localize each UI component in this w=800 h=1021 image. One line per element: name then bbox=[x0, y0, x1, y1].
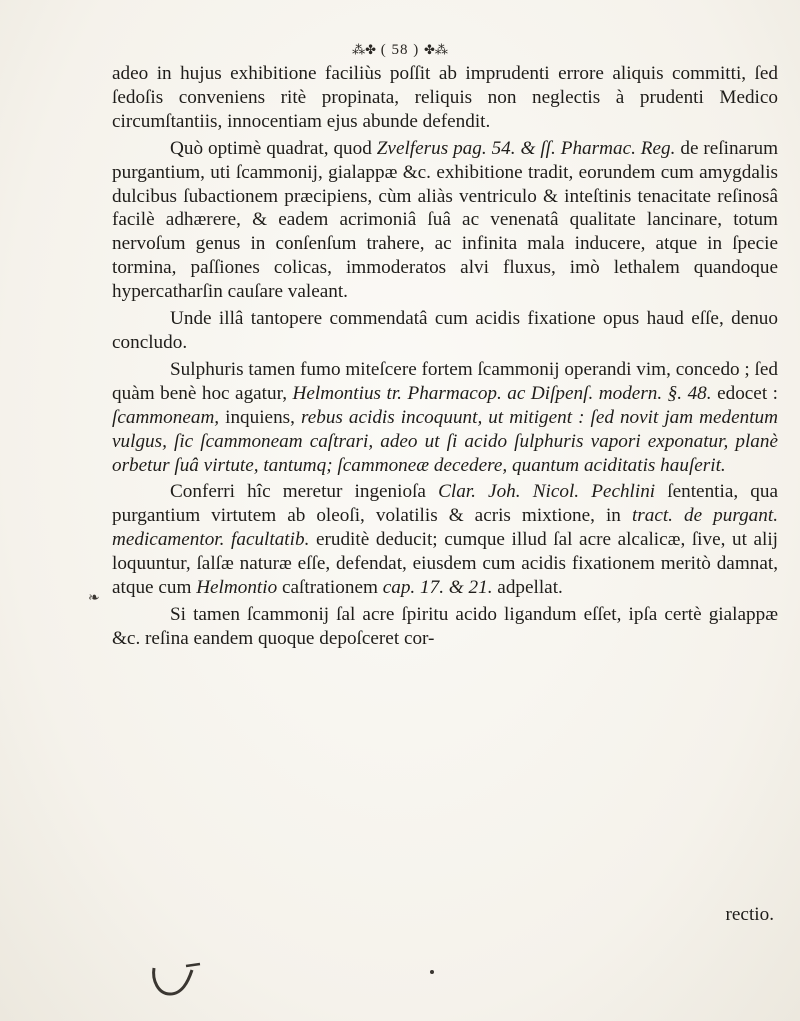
italic-text-segment: cap. 17. & 21. bbox=[382, 577, 493, 599]
header-ornament-right: ✤⁂ bbox=[424, 42, 448, 57]
page-header bbox=[0, 42, 800, 59]
italic-text-segment: Zvelferus pag. 54. & ſſ. Pharmac. Reg. bbox=[376, 137, 676, 159]
italic-text-segment: Helmontio bbox=[196, 577, 278, 599]
italic-text-segment: ſcammoneam, bbox=[112, 406, 220, 428]
text-segment: ſententia, qua purgantium virtutem ab oleoſi, volatilis & acris mixtione, in bbox=[112, 481, 778, 527]
italic-text-segment: rebus acidis incoquunt, ut mitigent : ſed novit jam medentum vulgus, ſic ſcammoneam caſtrari, adeo ut ſi acido ſulphuris vapori exponatur, planè orbetur ſuâ virtute, tantumq; ſcammoneæ decedere, quantum aciditatis hauſerit. bbox=[112, 406, 778, 476]
paragraph bbox=[112, 480, 778, 600]
page-number: ( 58 ) bbox=[380, 42, 420, 58]
paragraph bbox=[112, 307, 778, 355]
italic-text-segment: tract. de purgant. medicamentor. facultatib. bbox=[112, 505, 778, 551]
text-segment: Unde illâ tantopere commendatâ cum acidis fixatione opus haud eſſe, denuo concludo. bbox=[112, 308, 778, 353]
text-segment: de reſinarum purgantium, uti ſcammonij, gialappæ &c. exhibitione tradit, eorundem cum amygdalis dulcibus ſubactionem præcipiens, cùm aliàs ventriculo & inteſtinis tenacitate reſinosâ facilè adhærere, & eadem acrimoniâ ſuâ ac venenatâ qualitate lancinare, totum nervoſum genus in conſenſum trahere, ac infinita mala inducere, atque in ſpecie tormina, paſſiones colicas, immoderatos alvi fluxus, imò lethalem quandoque hypercatharſin cauſare valeant. bbox=[112, 137, 778, 303]
paragraph bbox=[112, 603, 778, 651]
text-segment: Si tamen ſcammonij ſal acre ſpiritu acido ligandum eſſet, ipſa certè gialappæ &c. reſina eandem quoque depoſceret cor- bbox=[112, 603, 778, 649]
printer-signature-mark bbox=[148, 960, 208, 1000]
text-segment: Sulphuris tamen fumo miteſcere fortem ſcammonij operandi vim, concedo ; ſed quàm benè hoc agatur, bbox=[112, 358, 778, 404]
text-segment: inquiens, bbox=[219, 406, 301, 428]
paragraph bbox=[112, 62, 778, 134]
paragraph bbox=[112, 137, 778, 304]
italic-text-segment: Clar. Joh. Nicol. Pechlini bbox=[438, 481, 656, 503]
text-segment: eruditè deducit; cumque illud ſal acre alcalicæ, ſive, ut alij loquuntur, ſalſæ naturæ eſſe, defendat, eiusdem cum acidis fixationem meritò damnat, atque cum bbox=[112, 529, 778, 599]
marginal-mark: ❧ bbox=[88, 591, 100, 606]
text-segment: Conferri hîc meretur ingenioſa bbox=[170, 481, 439, 503]
catchword: rectio. bbox=[725, 904, 774, 925]
italic-text-segment: Helmontius tr. Pharmacop. ac Diſpenſ. modern. §. 48. bbox=[292, 382, 712, 404]
text-segment: caſtrationem bbox=[277, 577, 383, 599]
text-segment: adpellat. bbox=[492, 577, 563, 599]
ink-speck bbox=[430, 970, 434, 974]
header-ornament-left: ⁂✤ bbox=[352, 42, 376, 57]
text-segment: Quò optimè quadrat, quod bbox=[170, 137, 377, 159]
paragraph bbox=[112, 358, 778, 478]
text-body bbox=[112, 62, 778, 651]
text-segment: adeo in hujus exhibitione faciliùs poſſit ab imprudenti errore aliquis committi, ſed ſedoſis conveniens ritè propinata, reliquis non neglectis à prudenti Medico circumſtantiis, innocentiam ejus abunde defendit. bbox=[112, 63, 778, 132]
text-segment: edocet : bbox=[711, 382, 778, 404]
